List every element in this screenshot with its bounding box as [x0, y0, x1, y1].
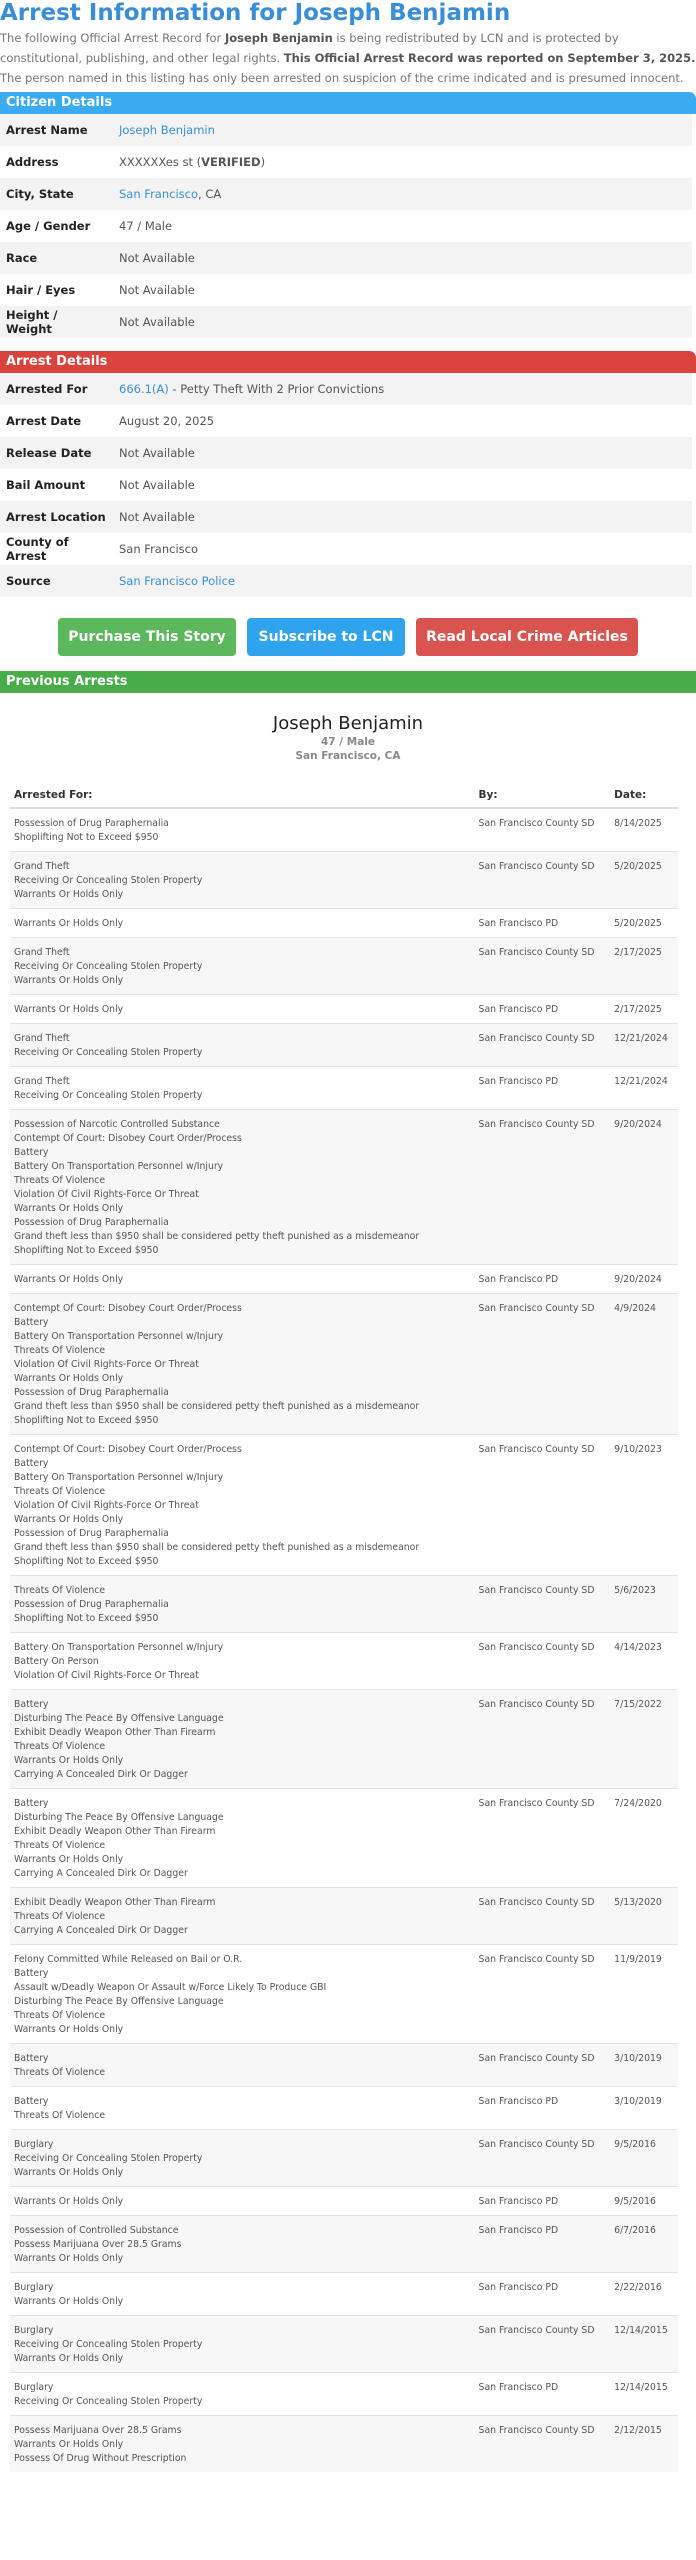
- detail-label: Source: [6, 574, 51, 588]
- table-row: [10, 2187, 678, 2216]
- arresting-agency-cell: San Francisco County SD: [475, 1888, 611, 1945]
- charge-item: Battery: [14, 2053, 49, 2064]
- arrest-date-cell: 9/20/2024: [610, 1265, 678, 1294]
- arresting-agency-cell: San Francisco County SD: [475, 808, 611, 852]
- arrest-charges-cell: [10, 2416, 475, 2473]
- arresting-agency-cell: San Francisco PD: [475, 1265, 611, 1294]
- arrest-date-cell: 12/14/2015: [610, 2316, 678, 2373]
- arrested-for-value: [113, 373, 692, 405]
- charge-item: Warrants Or Holds Only: [14, 2253, 124, 2264]
- charge-item: Carrying A Concealed Dirk Or Dagger: [14, 1868, 188, 1879]
- arrest-date-cell: 5/6/2023: [610, 1576, 678, 1633]
- arrest-date-cell: 9/20/2024: [610, 1110, 678, 1265]
- arresting-agency-cell: San Francisco PD: [475, 1067, 611, 1110]
- detail-row: [0, 373, 692, 405]
- charge-item: Possession of Drug Paraphernalia: [14, 1217, 169, 1228]
- person-age-gender: 47 / Male: [320, 736, 375, 748]
- arrest-date-cell: 2/17/2025: [610, 938, 678, 995]
- charge-item: Warrants Or Holds Only: [14, 2296, 124, 2307]
- table-row: [10, 2130, 678, 2187]
- arrest-charges-cell: [10, 1435, 475, 1576]
- arrest-date-cell: 5/13/2020: [610, 1888, 678, 1945]
- arrest-charges-cell: [10, 938, 475, 995]
- person-name: Joseph Benjamin: [272, 713, 424, 734]
- detail-row: [0, 210, 692, 242]
- arrest-date-cell: 2/12/2015: [610, 2416, 678, 2473]
- charge-item: Possession of Drug Paraphernalia: [14, 818, 169, 829]
- arresting-agency-cell: San Francisco County SD: [475, 1024, 611, 1067]
- detail-row: [0, 437, 692, 469]
- charge-item: Receiving Or Concealing Stolen Property: [14, 1090, 203, 1101]
- charge-item: Receiving Or Concealing Stolen Property: [14, 2396, 203, 2407]
- charge-item: Burglary: [14, 2382, 54, 2393]
- charge-item: Warrants Or Holds Only: [14, 1854, 124, 1865]
- race-value: Not Available: [119, 251, 195, 265]
- arresting-agency-cell: San Francisco County SD: [475, 852, 611, 909]
- detail-row: [0, 146, 692, 178]
- column-header-date: Date:: [610, 783, 678, 808]
- address-close: ): [260, 155, 266, 169]
- city-value: [113, 178, 692, 210]
- charge-item: Warrants Or Holds Only: [14, 2024, 124, 2035]
- read-articles-button[interactable]: Read Local Crime Articles: [416, 618, 638, 656]
- detail-label: Arrest Location: [6, 510, 106, 524]
- citizen-details-table: [0, 114, 692, 338]
- arresting-agency-cell: San Francisco County SD: [475, 1294, 611, 1435]
- arrest-charges-cell: [10, 2373, 475, 2416]
- arresting-agency-cell: San Francisco County SD: [475, 2316, 611, 2373]
- arrest-details-header: Arrest Details: [0, 351, 696, 373]
- charge-item: Grand Theft: [14, 947, 70, 958]
- height-value: Not Available: [119, 315, 195, 329]
- arrest-charges-cell: [10, 2316, 475, 2373]
- table-row: [10, 1024, 678, 1067]
- arresting-agency-cell: San Francisco County SD: [475, 1435, 611, 1576]
- address-value: [113, 146, 692, 178]
- charge-item: Threats Of Violence: [14, 1486, 106, 1497]
- arrest-charges-cell: [10, 2216, 475, 2273]
- arresting-agency-cell: San Francisco County SD: [475, 1576, 611, 1633]
- charge-item: Grand theft less than $950 shall be considered petty theft punished as a misdemeanor: [14, 1401, 420, 1412]
- arrest-date-cell: 2/22/2016: [610, 2273, 678, 2316]
- table-row: [10, 1265, 678, 1294]
- charge-item: Disturbing The Peace By Offensive Language: [14, 1996, 224, 2007]
- detail-row: [0, 306, 692, 338]
- arresting-agency-cell: San Francisco PD: [475, 2087, 611, 2130]
- charge-item: Battery: [14, 1458, 49, 1469]
- page-title: Arrest Information for Joseph Benjamin: [0, 0, 511, 26]
- address-text: XXXXXXes st (: [119, 155, 202, 169]
- arrest-charges-cell: [10, 1024, 475, 1067]
- table-row: [10, 909, 678, 938]
- charge-item: Warrants Or Holds Only: [14, 889, 124, 900]
- charge-item: Threats Of Violence: [14, 2067, 106, 2078]
- arrest-date-cell: 8/14/2025: [610, 808, 678, 852]
- charge-item: Threats Of Violence: [14, 1741, 106, 1752]
- charge-item: Assault w/Deadly Weapon Or Assault w/Force Likely To Produce GBI: [14, 1982, 327, 1993]
- arrest-charges-cell: [10, 808, 475, 852]
- charge-item: Grand Theft: [14, 1076, 70, 1087]
- table-row: [10, 1690, 678, 1789]
- detail-label: Release Date: [6, 446, 92, 460]
- table-row: [10, 852, 678, 909]
- detail-row: [0, 469, 692, 501]
- charge-item: Violation Of Civil Rights-Force Or Threat: [14, 1359, 199, 1370]
- detail-label: Arrest Name: [6, 123, 88, 137]
- detail-label: City, State: [6, 187, 74, 201]
- charge-item: Burglary: [14, 2139, 54, 2150]
- citizen-details-header: Citizen Details: [0, 92, 696, 114]
- charge-item: Battery: [14, 1798, 49, 1809]
- charge-item: Grand theft less than $950 shall be considered petty theft punished as a misdemeanor: [14, 1231, 420, 1242]
- arresting-agency-cell: San Francisco County SD: [475, 938, 611, 995]
- charge-item: Contempt Of Court: Disobey Court Order/Process: [14, 1444, 242, 1455]
- charge-item: Receiving Or Concealing Stolen Property: [14, 2339, 203, 2350]
- charge-item: Receiving Or Concealing Stolen Property: [14, 875, 203, 886]
- arrest-date-cell: 3/10/2019: [610, 2087, 678, 2130]
- charge-item: Warrants Or Holds Only: [14, 1203, 124, 1214]
- charge-item: Contempt Of Court: Disobey Court Order/Process: [14, 1133, 242, 1144]
- arrest-date-cell: 12/21/2024: [610, 1024, 678, 1067]
- arrest-date-cell: 2/17/2025: [610, 995, 678, 1024]
- bail-amount-value: Not Available: [119, 478, 195, 492]
- charge-item: Warrants Or Holds Only: [14, 1373, 124, 1384]
- table-row: [10, 1789, 678, 1888]
- charge-code-link[interactable]: 666.1(A): [119, 382, 169, 396]
- table-row: [10, 2216, 678, 2273]
- charge-item: Burglary: [14, 2325, 54, 2336]
- charge-item: Warrants Or Holds Only: [14, 1004, 124, 1015]
- previous-arrests-header: Previous Arrests: [0, 671, 696, 693]
- charge-item: Shoplifting Not to Exceed $950: [14, 1613, 159, 1624]
- table-row: [10, 1067, 678, 1110]
- charge-item: Burglary: [14, 2282, 54, 2293]
- arresting-agency-cell: San Francisco County SD: [475, 1110, 611, 1265]
- charge-item: Receiving Or Concealing Stolen Property: [14, 961, 203, 972]
- arresting-agency-cell: San Francisco PD: [475, 2373, 611, 2416]
- charge-item: Exhibit Deadly Weapon Other Than Firearm: [14, 1897, 216, 1908]
- charge-item: Threats Of Violence: [14, 1175, 106, 1186]
- detail-row: [0, 242, 692, 274]
- detail-label: Arrest Date: [6, 414, 81, 428]
- detail-label: Bail Amount: [6, 478, 86, 492]
- charge-item: Grand Theft: [14, 1033, 70, 1044]
- detail-row: [0, 501, 692, 533]
- arrest-date-value: August 20, 2025: [119, 414, 215, 428]
- charge-item: Grand theft less than $950 shall be considered petty theft punished as a misdemeanor: [14, 1542, 420, 1553]
- arrest-date-cell: 4/9/2024: [610, 1294, 678, 1435]
- table-row: [10, 2373, 678, 2416]
- arresting-agency-cell: San Francisco County SD: [475, 1633, 611, 1690]
- charge-item: Possess Of Drug Without Prescription: [14, 2453, 187, 2464]
- charge-item: Warrants Or Holds Only: [14, 2196, 124, 2207]
- age-value: 47 / Male: [119, 219, 173, 233]
- arresting-agency-cell: San Francisco County SD: [475, 2130, 611, 2187]
- arrest-date-cell: 9/5/2016: [610, 2187, 678, 2216]
- table-row: [10, 938, 678, 995]
- arrest-charges-cell: [10, 1265, 475, 1294]
- charge-item: Shoplifting Not to Exceed $950: [14, 1245, 159, 1256]
- arrest-date-cell: 4/14/2023: [610, 1633, 678, 1690]
- arrest-date-cell: 12/21/2024: [610, 1067, 678, 1110]
- previous-arrests-person: [0, 693, 696, 783]
- arresting-agency-cell: San Francisco PD: [475, 2187, 611, 2216]
- table-row: [10, 2273, 678, 2316]
- charge-item: Warrants Or Holds Only: [14, 1755, 124, 1766]
- detail-label: Address: [6, 155, 59, 169]
- arrest-date-cell: 12/14/2015: [610, 2373, 678, 2416]
- charge-item: Possession of Narcotic Controlled Substance: [14, 1119, 220, 1130]
- charge-item: Violation Of Civil Rights-Force Or Threat: [14, 1500, 199, 1511]
- charge-item: Carrying A Concealed Dirk Or Dagger: [14, 1769, 188, 1780]
- arrest-charges-cell: [10, 2087, 475, 2130]
- table-row: [10, 1633, 678, 1690]
- charge-item: Warrants Or Holds Only: [14, 1514, 124, 1525]
- arrest-charges-cell: [10, 1633, 475, 1690]
- arrest-charges-cell: [10, 1294, 475, 1435]
- table-row: [10, 2044, 678, 2087]
- charge-item: Battery: [14, 1699, 49, 1710]
- arrest-charges-cell: [10, 1888, 475, 1945]
- arrest-charges-cell: [10, 2187, 475, 2216]
- intro-part: The person named in this listing has only been arrested on suspicion of the crime indicated and is presumed innocent.: [0, 71, 684, 85]
- arrest-charges-cell: [10, 1945, 475, 2044]
- charge-item: Possession of Drug Paraphernalia: [14, 1528, 169, 1539]
- charge-text: - Petty Theft With 2 Prior Convictions: [168, 382, 385, 396]
- charge-item: Felony Committed While Released on Bail or O.R.: [14, 1954, 243, 1965]
- charge-item: Threats Of Violence: [14, 1911, 106, 1922]
- state-text: , CA: [198, 187, 222, 201]
- detail-row: [0, 405, 692, 437]
- action-buttons: [0, 597, 696, 671]
- table-row: [10, 1294, 678, 1435]
- charge-item: Exhibit Deadly Weapon Other Than Firearm: [14, 1727, 216, 1738]
- arrest-details-table: [0, 373, 692, 597]
- charge-item: Battery On Transportation Personnel w/Injury: [14, 1642, 224, 1653]
- arresting-agency-cell: San Francisco PD: [475, 2216, 611, 2273]
- detail-label: Height / Weight: [6, 308, 58, 336]
- table-row: [10, 808, 678, 852]
- hair-value: Not Available: [119, 283, 195, 297]
- intro-text: [0, 27, 696, 92]
- arresting-agency-cell: San Francisco PD: [475, 2273, 611, 2316]
- charge-item: Battery On Transportation Personnel w/Injury: [14, 1161, 224, 1172]
- previous-arrests-rows: [10, 808, 678, 2472]
- arrest-location-value: Not Available: [119, 510, 195, 524]
- charge-item: Threats Of Violence: [14, 2110, 106, 2121]
- charge-item: Battery: [14, 1317, 49, 1328]
- arresting-agency-cell: San Francisco PD: [475, 995, 611, 1024]
- intro-reported: This Official Arrest Record was reported on September 3, 2025.: [283, 51, 696, 65]
- detail-label: County of Arrest: [6, 535, 69, 563]
- arrest-charges-cell: [10, 2044, 475, 2087]
- charge-item: Warrants Or Holds Only: [14, 1274, 124, 1285]
- column-header-by: By:: [475, 783, 611, 808]
- arrest-charges-cell: [10, 1110, 475, 1265]
- table-row: [10, 995, 678, 1024]
- charge-item: Battery On Person: [14, 1656, 99, 1667]
- arrest-date-cell: 3/10/2019: [610, 2044, 678, 2087]
- charge-item: Battery On Transportation Personnel w/Injury: [14, 1331, 224, 1342]
- table-row: [10, 2416, 678, 2473]
- arrest-date-cell: 11/9/2019: [610, 1945, 678, 2044]
- charge-item: Shoplifting Not to Exceed $950: [14, 832, 159, 843]
- charge-item: Battery: [14, 1968, 49, 1979]
- charge-item: Warrants Or Holds Only: [14, 2353, 124, 2364]
- table-row: [10, 1576, 678, 1633]
- charge-item: Exhibit Deadly Weapon Other Than Firearm: [14, 1826, 216, 1837]
- table-header-row: [10, 783, 678, 808]
- arrest-date-cell: 9/5/2016: [610, 2130, 678, 2187]
- source-link[interactable]: San Francisco Police: [119, 574, 236, 588]
- column-header-arrested-for: Arrested For:: [10, 783, 475, 808]
- table-row: [10, 1888, 678, 1945]
- charge-item: Disturbing The Peace By Offensive Language: [14, 1713, 224, 1724]
- intro-name: Joseph Benjamin: [224, 31, 333, 45]
- city-link[interactable]: San Francisco: [119, 187, 199, 201]
- arrest-name-link[interactable]: Joseph Benjamin: [119, 123, 215, 137]
- detail-row: [0, 114, 692, 146]
- charge-item: Shoplifting Not to Exceed $950: [14, 1415, 159, 1426]
- charge-item: Battery On Transportation Personnel w/Injury: [14, 1472, 224, 1483]
- arrest-charges-cell: [10, 1576, 475, 1633]
- detail-label: Race: [6, 251, 38, 265]
- charge-item: Warrants Or Holds Only: [14, 918, 124, 929]
- charge-item: Threats Of Violence: [14, 2010, 106, 2021]
- charge-item: Grand Theft: [14, 861, 70, 872]
- arrest-date-cell: 7/15/2022: [610, 1690, 678, 1789]
- detail-label: Hair / Eyes: [6, 283, 76, 297]
- arresting-agency-cell: San Francisco County SD: [475, 1789, 611, 1888]
- charge-item: Shoplifting Not to Exceed $950: [14, 1556, 159, 1567]
- charge-item: Possession of Drug Paraphernalia: [14, 1599, 169, 1610]
- arrest-charges-cell: [10, 909, 475, 938]
- table-row: [10, 2316, 678, 2373]
- charge-item: Warrants Or Holds Only: [14, 2439, 124, 2450]
- spacer: [0, 338, 696, 351]
- charge-item: Possession of Controlled Substance: [14, 2225, 179, 2236]
- detail-row: [0, 178, 692, 210]
- detail-row: [0, 274, 692, 306]
- arrest-date-cell: 6/7/2016: [610, 2216, 678, 2273]
- table-row: [10, 1945, 678, 2044]
- charge-item: Contempt Of Court: Disobey Court Order/Process: [14, 1303, 242, 1314]
- arresting-agency-cell: San Francisco County SD: [475, 1690, 611, 1789]
- charge-item: Possess Marijuana Over 28.5 Grams: [14, 2239, 182, 2250]
- arrest-charges-cell: [10, 2130, 475, 2187]
- charge-item: Possess Marijuana Over 28.5 Grams: [14, 2425, 182, 2436]
- charge-item: Battery: [14, 2096, 49, 2107]
- subscribe-button[interactable]: Subscribe to LCN: [247, 618, 405, 656]
- arrest-date-cell: 5/20/2025: [610, 909, 678, 938]
- intro-part: The following Official Arrest Record for: [0, 31, 225, 45]
- county-value: San Francisco: [119, 542, 199, 556]
- charge-item: Threats Of Violence: [14, 1585, 106, 1596]
- arrest-date-cell: 7/24/2020: [610, 1789, 678, 1888]
- arresting-agency-cell: San Francisco PD: [475, 909, 611, 938]
- arrest-date-cell: 5/20/2025: [610, 852, 678, 909]
- arrest-charges-cell: [10, 1690, 475, 1789]
- arrest-charges-cell: [10, 852, 475, 909]
- charge-item: Carrying A Concealed Dirk Or Dagger: [14, 1925, 188, 1936]
- charge-item: Violation Of Civil Rights-Force Or Threat: [14, 1189, 199, 1200]
- charge-item: Receiving Or Concealing Stolen Property: [14, 2153, 203, 2164]
- table-row: [10, 1110, 678, 1265]
- charge-item: Warrants Or Holds Only: [14, 975, 124, 986]
- detail-label: Arrested For: [6, 382, 88, 396]
- charge-item: Threats Of Violence: [14, 1345, 106, 1356]
- arresting-agency-cell: San Francisco County SD: [475, 2044, 611, 2087]
- charge-item: Battery: [14, 1147, 49, 1158]
- arrest-charges-cell: [10, 1067, 475, 1110]
- table-row: [10, 2087, 678, 2130]
- charge-item: Possession of Drug Paraphernalia: [14, 1387, 169, 1398]
- intro-part: is being redistributed by LCN and is protected by constitutional, publishing, and other legal rights.: [0, 31, 619, 65]
- charge-item: Disturbing The Peace By Offensive Language: [14, 1812, 224, 1823]
- charge-item: Receiving Or Concealing Stolen Property: [14, 1047, 203, 1058]
- release-date-value: Not Available: [119, 446, 195, 460]
- detail-row: [0, 565, 692, 597]
- arresting-agency-cell: San Francisco County SD: [475, 2416, 611, 2473]
- person-city: San Francisco, CA: [295, 750, 401, 762]
- detail-label: Age / Gender: [6, 219, 91, 233]
- arresting-agency-cell: San Francisco County SD: [475, 1945, 611, 2044]
- previous-arrests-table: [10, 783, 678, 2472]
- table-row: [10, 1435, 678, 1576]
- detail-row: [0, 533, 692, 565]
- arrest-charges-cell: [10, 1789, 475, 1888]
- charge-item: Threats Of Violence: [14, 1840, 106, 1851]
- charge-item: Warrants Or Holds Only: [14, 2167, 124, 2178]
- address-verified: VERIFIED: [201, 155, 261, 169]
- purchase-story-button[interactable]: Purchase This Story: [58, 618, 236, 656]
- arrest-charges-cell: [10, 2273, 475, 2316]
- charge-item: Violation Of Civil Rights-Force Or Threat: [14, 1670, 199, 1681]
- arrest-date-cell: 9/10/2023: [610, 1435, 678, 1576]
- arrest-charges-cell: [10, 995, 475, 1024]
